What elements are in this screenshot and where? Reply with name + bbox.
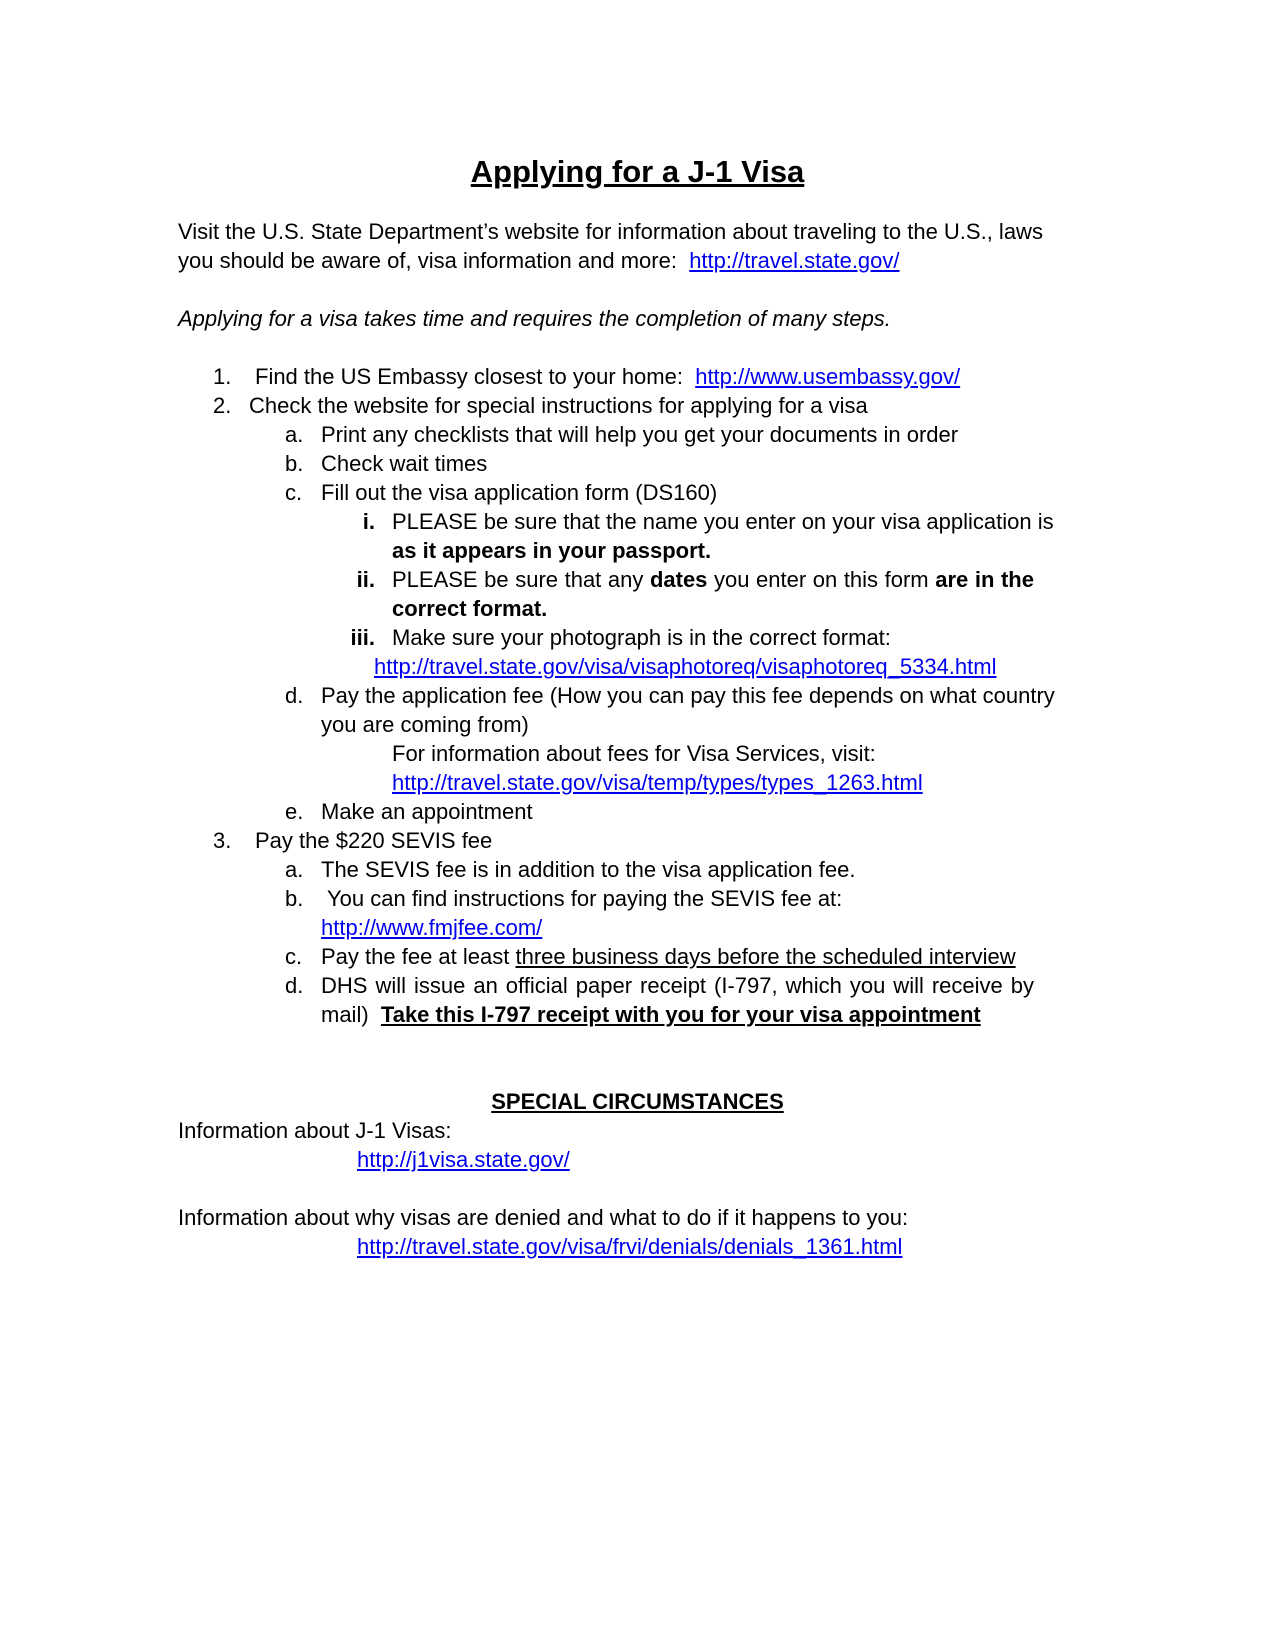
step-1 <box>213 362 231 392</box>
step-2e-marker: e. <box>285 799 304 824</box>
visa-denials-label: Information about why visas are denied and what to do if it happens to you: <box>178 1205 909 1230</box>
step-3b-marker: b. <box>285 886 304 911</box>
fmjfee-link[interactable]: http://www.fmjfee.com/ <box>321 915 543 940</box>
step-3a-marker: a. <box>285 857 304 882</box>
step-2b-text: Check wait times <box>321 451 488 476</box>
step-3d-marker: d. <box>285 973 304 998</box>
step-2a-marker: a. <box>285 422 304 447</box>
step-2b-marker: b. <box>285 451 304 476</box>
step-2c-ii-bold-end: are in the <box>935 567 1034 592</box>
step-3d-bold: Take this I-797 receipt with you for your visa appointment <box>380 1002 981 1027</box>
intro-line-2 <box>178 246 900 276</box>
step-3-text: Pay the $220 SEVIS fee <box>255 828 493 853</box>
page-title: Applying for a J-1 Visa <box>470 154 805 189</box>
step-2c-i-marker: i. <box>362 509 375 534</box>
step-3b-text: You can find instructions for paying the SEVIS fee at: <box>327 886 843 911</box>
step-1-content <box>255 362 960 392</box>
step-3c-pre: Pay the fee at least <box>321 944 510 969</box>
step-3d-line-2 <box>321 1000 981 1030</box>
intro-line-1: Visit the U.S. State Department’s website for information about traveling to the U.S., laws <box>178 219 1043 244</box>
visa-denials-link[interactable]: http://travel.state.gov/visa/frvi/denials/denials_1361.html <box>357 1234 903 1259</box>
step-3c-marker: c. <box>285 944 303 969</box>
intro-line-2-text: you should be aware of, visa information and more: <box>178 248 677 273</box>
step-2d-info: For information about fees for Visa Services, visit: <box>392 741 876 766</box>
step-1-text: Find the US Embassy closest to your home: <box>255 364 683 389</box>
step-3c-text <box>321 942 1016 972</box>
step-2c-ii-mid: you enter on this form <box>714 567 929 592</box>
step-2c-i-bold: as it appears in your passport. <box>392 538 712 563</box>
intro-note: Applying for a visa takes time and requires the completion of many steps. <box>178 306 891 331</box>
step-2c-ii-line-1 <box>392 565 1034 595</box>
step-2c-ii-marker: ii. <box>356 567 375 592</box>
step-2d-marker: d. <box>285 683 304 708</box>
step-2c-iii-marker: iii. <box>350 625 375 650</box>
step-2c-ii-dates: dates <box>649 567 708 592</box>
step-3d-line-1: DHS will issue an official paper receipt (I-797, which you will receive by <box>321 973 1034 998</box>
step-3d-line-2-pre: mail) <box>321 1002 369 1027</box>
step-2a-text: Print any checklists that will help you get your documents in order <box>321 422 959 447</box>
usembassy-link[interactable]: http://www.usembassy.gov/ <box>695 364 961 389</box>
step-2c-ii-line-2: correct format. <box>392 596 548 621</box>
j1-visas-label: Information about J-1 Visas: <box>178 1118 452 1143</box>
step-3-number: 3. <box>213 828 232 853</box>
visa-photo-requirements-link[interactable]: http://travel.state.gov/visa/visaphotoreq/visaphotoreq_5334.html <box>374 654 997 679</box>
visa-fees-link[interactable]: http://travel.state.gov/visa/temp/types/types_1263.html <box>392 770 923 795</box>
step-2c-i-text: PLEASE be sure that the name you enter on your visa application is <box>392 509 1054 534</box>
step-2c-marker: c. <box>285 480 303 505</box>
step-2-text: Check the website for special instructions for applying for a visa <box>249 393 868 418</box>
step-3a-text: The SEVIS fee is in addition to the visa application fee. <box>321 857 856 882</box>
travel-state-gov-link[interactable]: http://travel.state.gov/ <box>689 248 900 273</box>
j1visa-link[interactable]: http://j1visa.state.gov/ <box>357 1147 570 1172</box>
step-2-number: 2. <box>213 393 232 418</box>
step-2c-iii-text: Make sure your photograph is in the correct format: <box>392 625 891 650</box>
step-3c-underlined: three business days before the scheduled interview <box>515 944 1016 969</box>
step-2e-text: Make an appointment <box>321 799 533 824</box>
step-2d-line-1: Pay the application fee (How you can pay this fee depends on what country <box>321 683 1055 708</box>
step-1-number: 1. <box>213 364 232 389</box>
special-circumstances-heading: SPECIAL CIRCUMSTANCES <box>491 1089 784 1114</box>
step-2c-ii-pre: PLEASE be sure that any <box>392 567 644 592</box>
step-2c-text: Fill out the visa application form (DS160) <box>321 480 718 505</box>
step-2d-line-2: you are coming from) <box>321 712 529 737</box>
